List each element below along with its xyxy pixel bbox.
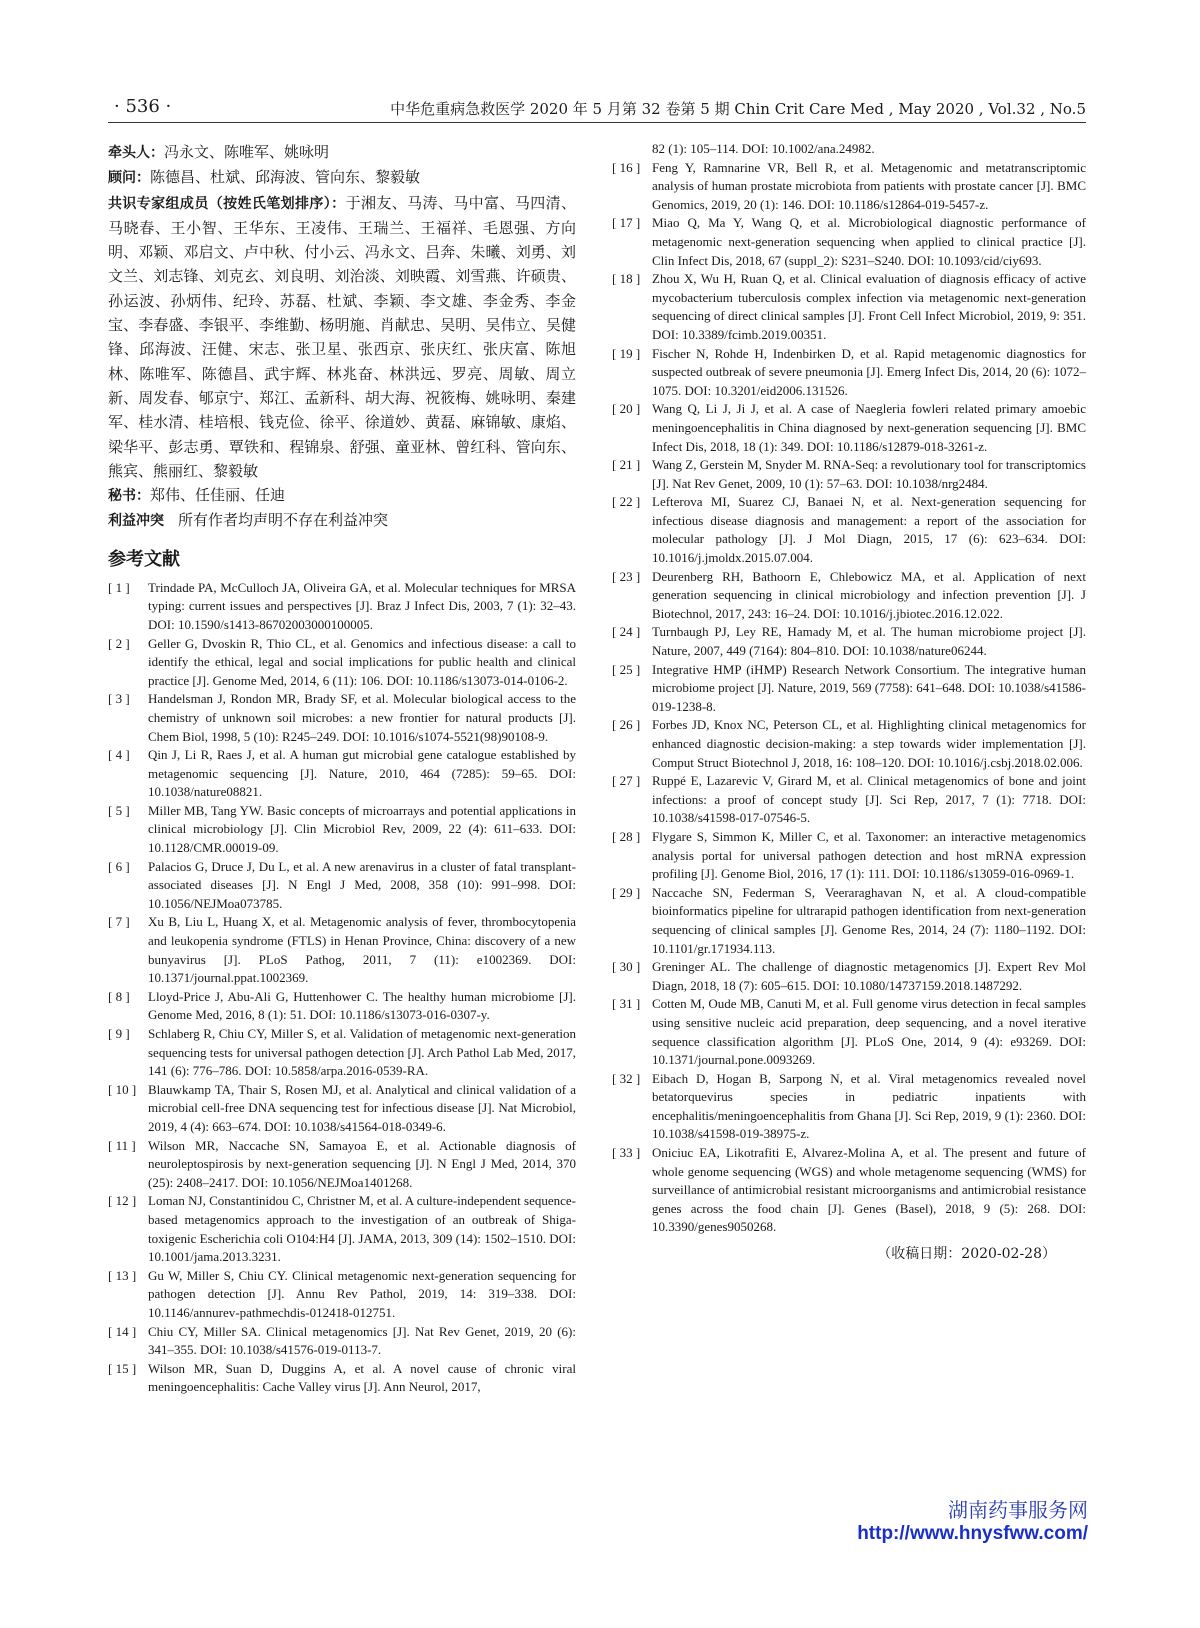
reference-number: [ 26 ] [612, 717, 641, 733]
reference-number: [ 8 ] [108, 988, 130, 1004]
reference-text: Palacios G, Druce J, Du L, et al. A new arenavirus in a cluster of fatal transplant-associated diseases [J]. N Engl J Med, 2008, 358 (10): 991–998. DOI: 10.1056/NEJMoa073785. [148, 858, 576, 911]
reference-text: Gu W, Miller S, Chiu CY. Clinical metagenomic next-generation sequencing for pathogen detection [J]. Annu Rev Pathol, 2019, 14: 319–338. DOI: 10.1146/annurev-pathmechdis-012418-012751. [148, 1267, 576, 1320]
reference-item [612, 623, 1086, 660]
watermark-name: 湖南药事服务网 [948, 1500, 1088, 1522]
reference-item [612, 159, 1086, 215]
reference-text: Naccache SN, Federman S, Veeraraghavan N, et al. A cloud-compatible bioinformatics pipeline for ultrarapid pathogen identification from next-generation sequencing of clinical samples [J]. Genome Res, 2014, 24 (7): 1180–1192. DOI: 10.1101/gr.171934.113. [652, 884, 1086, 956]
reference-text: Loman NJ, Constantinidou C, Christner M, et al. A culture-independent sequence-based metagenomics approach to the investigation of an outbreak of Shiga-toxigenic Escherichia coli O104:H4 [J]. JAMA, 2013, 309 (14): 1502–1510. DOI: 10.1001/jama.2013.3231. [148, 1193, 576, 1265]
reference-text: Greninger AL. The challenge of diagnostic metagenomics [J]. Expert Rev Mol Diagn, 2018, 18 (7): 605–615. DOI: 10.1080/14737159.2018.1487292. [652, 959, 1086, 993]
reference-text: Handelsman J, Rondon MR, Brady SF, et al. Molecular biological access to the chemistry of unknown soil microbes: a new frontier for natural products [J]. Chem Biol, 1998, 5 (10): R245–249. DOI: 10.1016/s1074-5521(98)90108-9. [148, 691, 576, 744]
reference-number: [ 5 ] [108, 802, 130, 818]
reference-text: Forbes JD, Knox NC, Peterson CL, et al. Highlighting clinical metagenomics for enhanced diagnostic decision-making: a step towards wider implementation [J]. Comput Struct Biotechnol J, 2018, 16: 108–120. DOI: 10.1016/j.csbj.2018.02.006. [652, 717, 1086, 770]
reference-text: Miao Q, Ma Y, Wang Q, et al. Microbiological diagnostic performance of metagenomic next-generation sequencing when applied to clinical practice [J]. Clin Infect Dis, 2018, 67 (suppl_2): S231–S240. DOI: 10.1093/cid/ciy693. [652, 215, 1086, 268]
page-number: · 536 · [114, 96, 172, 117]
reference-list-right [612, 159, 1086, 1237]
reference-item [108, 1081, 576, 1137]
reference-item [612, 661, 1086, 717]
reference-number: [ 32 ] [612, 1070, 641, 1086]
reference-item [108, 858, 576, 914]
reference-item [108, 635, 576, 691]
reference-number: [ 6 ] [108, 858, 130, 874]
reference-item [108, 1192, 576, 1266]
reference-text: Eibach D, Hogan B, Sarpong N, et al. Viral metagenomics revealed novel betatorquevirus species in pediatric inpatients with encephalitis/meningoencephalitis from Ghana [J]. Sci Rep, 2019, 9 (1): 2360. DOI: 10.1038/s41598-019-38975-z. [652, 1070, 1086, 1142]
reference-text: Geller G, Dvoskin R, Thio CL, et al. Genomics and infectious disease: a call to identify the ethical, legal and social implications for public health and clinical practice [J]. Genome Med, 2014, 6 (11): 106. DOI: 10.1186/s13073-014-0106-2. [148, 635, 576, 688]
reference-item [108, 579, 576, 635]
reference-number: [ 28 ] [612, 828, 641, 844]
running-header [108, 92, 1086, 123]
reference-item [108, 1267, 576, 1323]
reference-number: [ 24 ] [612, 624, 641, 640]
reference-number: [ 4 ] [108, 747, 130, 763]
reference-number: [ 18 ] [612, 271, 641, 287]
reference-list-left [108, 579, 576, 1397]
secretaries [108, 483, 576, 508]
experts-value: 于湘友、马涛、马中富、马四清、马晓春、王小智、王华东、王凌伟、王瑞兰、王福祥、毛恩强、方向明、邓颖、邓启文、卢中秋、付小云、冯永文、吕奔、朱曦、刘勇、刘文兰、刘志锋、刘克玄、刘良明、刘治淡、刘映霞、刘雪燕、许硕贵、孙运波、孙炳伟、纪玲、苏磊、杜斌、李颖、李文雄、李金秀、李金宝、李春盛、李银平、李维勤、杨明施、肖献忠、吴明、吴伟立、吴健锋、邱海波、汪健、宋志、张卫星、张西京、张庆红、张庆富、陈旭林、陈唯军、陈德昌、武宇辉、林兆奋、林洪远、罗亮、周敏、周立新、周发春、郇京宁、郑江、孟新科、胡大海、祝筱梅、姚咏明、秦建军、桂水清、桂培根、钱克俭、徐平、徐道妙、黄磊、麻锦敏、康焰、梁华平、彭志勇、覃铁和、程锦泉、舒强、童亚林、曾红科、管向东、熊宾、熊丽红、黎毅敏 [108, 193, 576, 480]
reference-text: Schlaberg R, Chiu CY, Miller S, et al. Validation of metagenomic next-generation sequencing tests for universal pathogen detection [J]. Arch Pathol Lab Med, 2017, 141 (6): 776–786. DOI: 10.5858/arpa.2016-0539-RA. [148, 1026, 576, 1079]
reference-item [612, 214, 1086, 270]
experts-label: 共识专家组成员（按姓氏笔划排序）： [108, 195, 346, 212]
watermark [857, 1494, 1088, 1545]
reference-text: Lloyd-Price J, Abu-Ali G, Huttenhower C. The healthy human microbiome [J]. Genome Med, 2016, 8 (1): 51. DOI: 10.1186/s13073-016-0307-y. [148, 988, 576, 1023]
reference-number: [ 17 ] [612, 215, 641, 231]
references-heading: 参考文献 [108, 548, 180, 570]
reference-text: Ruppé E, Lazarevic V, Girard M, et al. Clinical metagenomics of bone and joint infections: a proof of concept study [J]. Sci Rep, 2017, 7 (1): 7718. DOI: 10.1038/s41598-017-07546-5. [652, 773, 1086, 826]
reference-item [612, 884, 1086, 958]
reference-text: Cotten M, Oude MB, Canuti M, et al. Full genome virus detection in fecal samples using sensitive nucleic acid preparation, deep sequencing, and a novel iterative sequence classification algorithm [J]. PLoS One, 2014, 9 (4): e93269. DOI: 10.1371/journal.pone.0093269. [652, 996, 1086, 1068]
lead-value: 冯永文、陈唯军、姚咏明 [164, 143, 330, 161]
reference-text: Wilson MR, Naccache SN, Samayoa E, et al. Actionable diagnosis of neuroleptospirosis by next-generation sequencing [J]. N Engl J Med, 2014, 370 (25): 2408–2417. DOI: 10.1056/NEJMoa1401268. [148, 1137, 576, 1190]
reference-item [108, 1323, 576, 1360]
reference-text: Xu B, Liu L, Huang X, et al. Metagenomic analysis of fever, thrombocytopenia and leukopenia syndrome (FTLS) in Henan Province, China: discovery of a new bunyavirus [J]. PLoS Pathog, 2011, 7 (11): e1002369. DOI: 10.1371/journal.ppat.1002369. [148, 914, 576, 986]
conflict-value: 所有作者均声明不存在利益冲突 [178, 511, 389, 530]
expert-panel [108, 191, 576, 484]
reference-number: [ 19 ] [612, 345, 641, 361]
reference-text: Feng Y, Ramnarine VR, Bell R, et al. Metagenomic and metatranscriptomic analysis of human prostate microbiota from patients with prostate cancer [J]. BMC Genomics, 2019, 20 (1): 146. DOI: 10.1186/s12864-019-5457-z. [652, 159, 1086, 212]
reference-item [108, 746, 576, 802]
reference-item [612, 1070, 1086, 1144]
reference-text: Oniciuc EA, Likotrafiti E, Alvarez-Molina A, et al. The present and future of whole genome sequencing (WGS) and whole metagenome sequencing (WMS) for surveillance of antimicrobial resistant microorganisms and antimicrobial resistance genes across the food chain [J]. Genes (Basel), 2018, 9 (5): 268. DOI: 10.3390/genes9050268. [652, 1145, 1086, 1235]
reference-item [612, 493, 1086, 567]
reference-text: Integrative HMP (iHMP) Research Network Consortium. The integrative human microbiome project [J]. Nature, 2019, 569 (7758): 641–648. DOI: 10.1038/s41586-019-1238-8. [652, 661, 1086, 714]
reference-number: [ 2 ] [108, 635, 130, 651]
reference-text: Zhou X, Wu H, Ruan Q, et al. Clinical evaluation of diagnosis efficacy of active mycobacterium tuberculosis complex infection via metagenomic next-generation sequencing of direct clinical samples [J]. Front Cell Infect Microbiol, 2019, 9: 351. DOI: 10.3389/fcimb.2019.00351. [652, 271, 1086, 342]
reference-number: [ 11 ] [108, 1137, 136, 1153]
reference-number: [ 1 ] [108, 579, 130, 595]
reference-number: [ 20 ] [612, 401, 641, 417]
reference-number: [ 12 ] [108, 1193, 137, 1209]
secretary-value: 郑伟、任佳丽、任迪 [150, 486, 286, 505]
reference-item [108, 988, 576, 1025]
reference-item [612, 1144, 1086, 1237]
reference-item [612, 270, 1086, 344]
reference-item [108, 802, 576, 858]
reference-item [612, 828, 1086, 884]
reference-item [612, 345, 1086, 401]
advisor-label: 顾问： [108, 170, 150, 187]
lead-authors [108, 140, 576, 165]
reference-item [108, 1360, 576, 1397]
reference-text: Qin J, Li R, Raes J, et al. A human gut microbial gene catalogue established by metagenomic sequencing [J]. Nature, 2010, 464 (7285): 59–65. DOI: 10.1038/nature08821. [148, 747, 576, 800]
reference-text: Flygare S, Simmon K, Miller C, et al. Taxonomer: an interactive metagenomics analysis portal for universal pathogen detection and host mRNA expression profiling [J]. Genome Biol, 2016, 17 (1): 111. DOI: 10.1186/s13059-016-0969-1. [652, 828, 1086, 882]
reference-15-continuation: 82 (1): 105–114. DOI: 10.1002/ana.24982. [652, 141, 875, 156]
watermark-url[interactable]: http://www.hnysfww.com/ [857, 1523, 1088, 1544]
reference-text: Trindade PA, McCulloch JA, Oliveira GA, et al. Molecular techniques for MRSA typing: current issues and perspectives [J]. Braz J Infect Dis, 2003, 7 (1): 32–43. DOI: 10.1590/s1413-86702003000100005. [148, 579, 576, 632]
reference-text: Wilson MR, Suan D, Duggins A, et al. A novel cause of chronic viral meningoencephalitis: Cache Valley virus [J]. Ann Neurol, 2017, [148, 1360, 576, 1395]
journal-citation: 中华危重病急救医学 2020 年 5 月第 32 卷第 5 期 Chin Crit Care Med , May 2020 , Vol.32 , No.5 [390, 100, 1086, 118]
reference-text: Fischer N, Rohde H, Indenbirken D, et al. Rapid metagenomic diagnostics for suspected outbreak of severe pneumonia [J]. Emerg Infect Dis, 2014, 20 (6): 1072–1075. DOI: 10.3201/eid2006.131526. [652, 345, 1086, 398]
reference-text: Deurenberg RH, Bathoorn E, Chlebowicz MA, et al. Application of next generation sequencing in clinical microbiology and infection prevention [J]. J Biotechnol, 2017, 243: 16–24. DOI: 10.1016/j.jbiotec.2016.12.022. [652, 568, 1086, 621]
reference-text: Miller MB, Tang YW. Basic concepts of microarrays and potential applications in clinical microbiology [J]. Clin Microbiol Rev, 2009, 22 (4): 611–633. DOI: 10.1128/CMR.00019-09. [148, 802, 576, 856]
reference-item [612, 456, 1086, 493]
reference-number: [ 13 ] [108, 1267, 137, 1283]
reference-item [108, 1025, 576, 1081]
reference-number: [ 25 ] [612, 661, 641, 677]
conflict-of-interest [108, 508, 576, 533]
reference-number: [ 21 ] [612, 457, 641, 473]
reference-number: [ 27 ] [612, 773, 641, 789]
left-column [108, 140, 576, 1397]
reference-number: [ 15 ] [108, 1360, 137, 1376]
reference-item [612, 400, 1086, 456]
advisor-value: 陈德昌、杜斌、邱海波、管向东、黎毅敏 [150, 168, 421, 187]
reference-number: [ 22 ] [612, 494, 641, 510]
reference-number: [ 9 ] [108, 1026, 130, 1041]
reference-number: [ 10 ] [108, 1081, 137, 1097]
reference-number: [ 23 ] [612, 568, 641, 584]
reference-text: Wang Q, Li J, Ji J, et al. A case of Naegleria fowleri related primary amoebic meningoencephalitis in China diagnosed by next-generation sequencing [J]. BMC Infect Dis, 2018, 18 (1): 349. DOI: 10.1186/s12879-018-3261-z. [652, 401, 1086, 454]
reference-number: [ 29 ] [612, 884, 641, 900]
reference-number: [ 7 ] [108, 914, 130, 930]
reference-text: Chiu CY, Miller SA. Clinical metagenomics [J]. Nat Rev Genet, 2019, 20 (6): 341–355. DOI: 10.1038/s41576-019-0113-7. [148, 1323, 576, 1358]
reference-number: [ 3 ] [108, 691, 130, 707]
reference-item [612, 995, 1086, 1069]
reference-number: [ 33 ] [612, 1145, 641, 1161]
reference-text: Blauwkamp TA, Thair S, Rosen MJ, et al. Analytical and clinical validation of a microbial cell-free DNA sequencing test for infectious disease [J]. Nat Microbiol, 2019, 4 (4): 663–674. DOI: 10.1038/s41564-018-0349-6. [148, 1081, 576, 1134]
lead-label: 牵头人： [108, 145, 164, 161]
reference-item [108, 690, 576, 746]
reference-item [108, 913, 576, 987]
conflict-label: 利益冲突 [108, 513, 164, 530]
reference-item [612, 716, 1086, 772]
reference-number: [ 31 ] [612, 996, 641, 1012]
reference-text: Lefterova MI, Suarez CJ, Banaei N, et al. Next-generation sequencing for infectious disease diagnosis and management: a report of the association for molecular pathology [J]. J Mol Diagn, 2015, 17 (6): 623–634. DOI: 10.1016/j.jmoldx.2015.07.004. [652, 494, 1086, 566]
reference-number: [ 30 ] [612, 959, 641, 975]
received-date: （收稿日期：2020-02-28） [877, 1246, 1056, 1263]
reference-text: Wang Z, Gerstein M, Snyder M. RNA-Seq: a revolutionary tool for transcriptomics [J]. Nat Rev Genet, 2009, 10 (1): 57–63. DOI: 10.1038/nrg2484. [652, 457, 1086, 491]
secretary-label: 秘书： [108, 488, 150, 505]
reference-item [612, 772, 1086, 828]
right-column [612, 140, 1086, 1263]
reference-number: [ 14 ] [108, 1323, 137, 1339]
advisors [108, 165, 576, 190]
reference-number: [ 16 ] [612, 159, 641, 175]
reference-item [108, 1137, 576, 1193]
reference-item [612, 958, 1086, 995]
reference-item [612, 568, 1086, 624]
reference-text: Turnbaugh PJ, Ley RE, Hamady M, et al. The human microbiome project [J]. Nature, 2007, 449 (7164): 804–810. DOI: 10.1038/nature06244. [652, 624, 1086, 659]
